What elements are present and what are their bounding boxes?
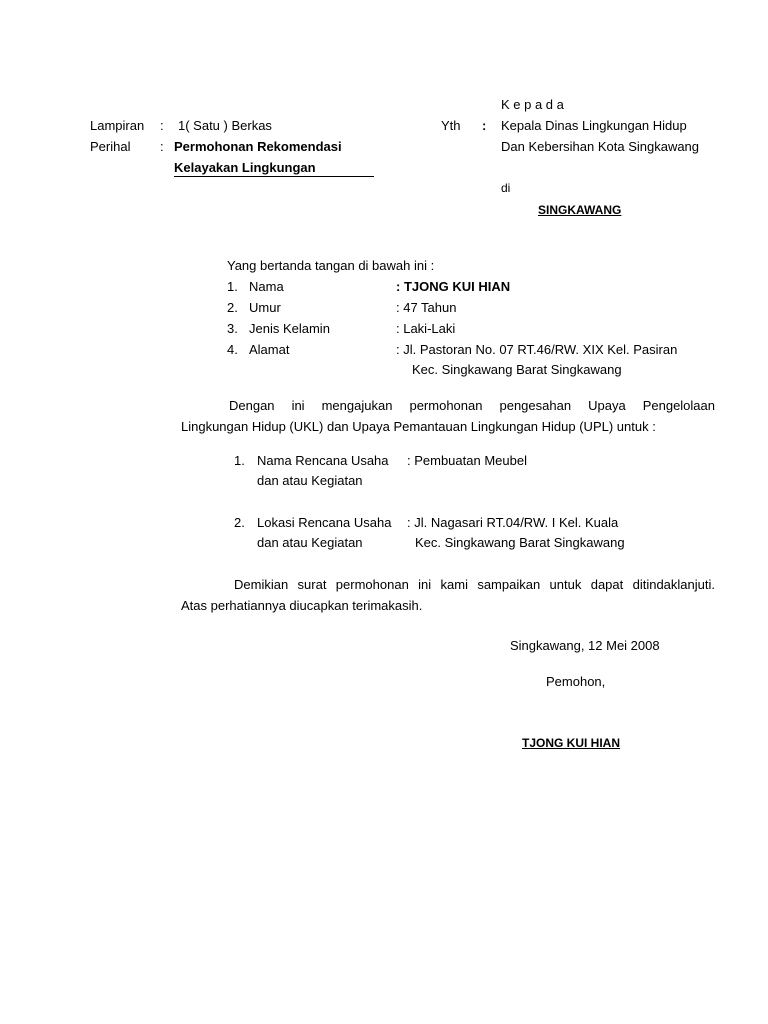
paragraph1-line1: Dengan ini mengajukan permohonan pengesahan Upaya Pengelolaan [229, 398, 715, 413]
perihal-line2: Kelayakan Lingkungan [174, 160, 316, 175]
closing-line1: Demikian surat permohonan ini kami sampaikan untuk dapat ditindaklanjuti. [234, 577, 715, 592]
identity-value-age: : 47 Tahun [396, 300, 457, 315]
lampiran-label: Lampiran [90, 118, 145, 133]
paragraph1-line2: Lingkungan Hidup (UKL) dan Upaya Pemantauan Lingkungan Hidup (UPL) untuk : [181, 419, 656, 434]
usaha-label2: dan atau Kegiatan [257, 535, 363, 550]
perihal-underline [174, 176, 374, 177]
yth-label: Yth [441, 118, 461, 133]
identity-value-name: : TJONG KUI HIAN [396, 279, 511, 294]
perihal-line1: Permohonan Rekomendasi [174, 139, 342, 154]
usaha-label2: dan atau Kegiatan [257, 473, 363, 488]
identity-num: 3. [227, 321, 238, 336]
place-date: Singkawang, 12 Mei 2008 [510, 638, 660, 653]
intro-text: Yang bertanda tangan di bawah ini : [227, 258, 435, 273]
usaha-value: : Pembuatan Meubel [407, 453, 527, 468]
perihal-label: Perihal [90, 139, 131, 154]
identity-value-gender: : Laki-Laki [396, 321, 456, 336]
recipient-line1: Kepala Dinas Lingkungan Hidup [501, 118, 687, 133]
identity-label: Nama [249, 279, 284, 294]
identity-label: Umur [249, 300, 281, 315]
usaha-num: 2. [234, 515, 245, 530]
usaha-num: 1. [234, 453, 245, 468]
kepada-label: K e p a d a [501, 97, 564, 112]
identity-num: 2. [227, 300, 238, 315]
signatory-name: TJONG KUI HIAN [522, 736, 621, 750]
lampiran-colon: : [160, 118, 164, 133]
recipient-line2: Dan Kebersihan Kota Singkawang [501, 139, 700, 154]
identity-address-line2: Kec. Singkawang Barat Singkawang [412, 362, 622, 377]
closing-line2: Atas perhatiannya diucapkan terimakasih. [181, 598, 423, 613]
usaha-value: : Jl. Nagasari RT.04/RW. I Kel. Kuala [407, 515, 619, 530]
yth-colon: : [482, 118, 487, 133]
usaha-value2: Kec. Singkawang Barat Singkawang [415, 535, 625, 550]
pemohon-label: Pemohon, [546, 674, 606, 689]
perihal-colon: : [160, 139, 164, 154]
usaha-label: Nama Rencana Usaha [257, 453, 389, 468]
identity-num: 4. [227, 342, 238, 357]
lampiran-value: 1( Satu ) Berkas [178, 118, 272, 133]
di-label: di [501, 181, 511, 195]
usaha-label: Lokasi Rencana Usaha [257, 515, 392, 530]
identity-num: 1. [227, 279, 238, 294]
recipient-city: SINGKAWANG [538, 203, 622, 217]
identity-label: Alamat [249, 342, 290, 357]
identity-label: Jenis Kelamin [249, 321, 330, 336]
identity-value-address: : Jl. Pastoran No. 07 RT.46/RW. XIX Kel. Pasiran [396, 342, 678, 357]
